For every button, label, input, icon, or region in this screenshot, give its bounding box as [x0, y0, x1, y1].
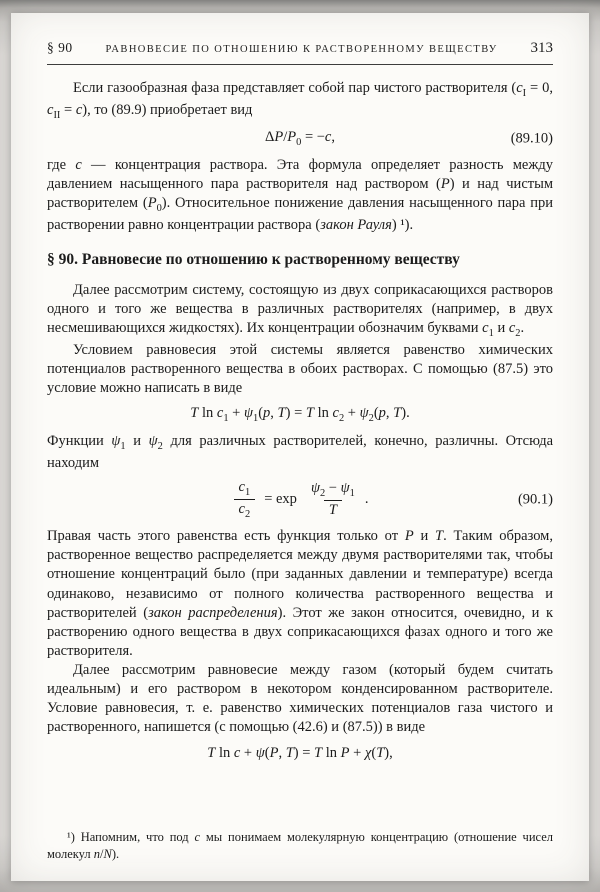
- equation-potentials-body: T $\ln c_1 + \psi_1(p$, T) = T $\ln c_2 + \psi_2(p$, T).: [190, 405, 410, 425]
- footnote-body: Напомним, что под c мы понимаем молекулярную концентрацию (отношение чисел молекул n/N).: [47, 829, 554, 861]
- book-page: [11, 13, 589, 881]
- fraction-numerator: $c_1$: [238, 478, 251, 498]
- paragraph-raoult-intro: Если газообразная фаза представляет собой пар чистого растворителя ($c_I = 0$, $c_{II} = c$), то (89.9) приобретает вид: [47, 80, 553, 121]
- equation-gas: [47, 744, 553, 763]
- running-head-title: РАВНОВЕСИЕ ПО ОТНОШЕНИЮ К РАСТВОРЕННОМУ ВЕЩЕСТВУ: [105, 44, 498, 55]
- equation-89-10-number: (89.10): [510, 130, 553, 147]
- equation-89-10: [47, 128, 553, 150]
- equation-potentials: [47, 404, 553, 426]
- paragraph-raoult-law: где c — концентрация раствора. Эта формула определяет разность между давлением насыщенного пара растворителя над раствором (P) и над чистым растворителем $(P_0)$. Относительное понижение давления насыщенного пара при растворении равно концентрации раствора (закон Рауля) ¹).: [47, 156, 554, 233]
- paragraph-distribution-law: Правая часть этого равенства есть функция только от P и T. Таким образом, растворенное вещество распределяется между двумя растворителями так, чтобы отношение концентраций было (при заданных давлении и температуре) всегда одинаково, независимо от полного количества растворенного вещества и растворителей (закон распределения). Этот же закон относится, очевидно, и к растворению одного вещества в двух соприкасающихся фазах одного и того же растворителя.: [47, 528, 554, 659]
- footnote-marker: ¹): [67, 829, 75, 844]
- running-head-page-number: 313: [530, 40, 553, 56]
- equation-90-1-number: (90.1): [517, 491, 553, 508]
- paragraph-two-solvents: Далее рассмотрим систему, состоящую из двух соприкасающихся растворов одного и того же вещества в различных растворителях (например, в двух несмешивающихся жидкостях). Их концентрации обозначим буквами $c_1$ и $c_2$.: [47, 282, 553, 340]
- equation-90-1: [47, 479, 553, 521]
- paragraph-functions: Функции $\psi_1$ и $\psi_2$ для различных растворителей, конечно, различны. Отсюда находим: [47, 433, 554, 471]
- equation-gas-body: T ln c + ψ(P, T) = T ln P + χ(T),: [207, 744, 393, 761]
- fraction-denominator: $c_2$: [234, 499, 256, 521]
- fraction-denominator: T: [324, 500, 342, 519]
- running-head: [47, 40, 553, 65]
- fraction-concentrations: [234, 479, 256, 521]
- equation-operator: = exp: [264, 491, 297, 508]
- section-heading: § 90. Равновесие по отношению к растворенному веществу: [47, 251, 460, 268]
- paragraph-gas-solution: Далее рассмотрим равновесие между газом (который будем считать идеальным) и его раствором в некотором конденсированном растворителе. Условие равновесия, т. е. равенство химических потенциалов газа чистого и растворенного, напишется (с помощью (42.6) и (87.5)) в виде: [47, 662, 553, 736]
- fraction-potentials: [306, 480, 360, 519]
- fraction-numerator: $\psi_2 - \psi_1$: [310, 480, 355, 500]
- footnote: [47, 819, 553, 864]
- equation-89-10-body: $\Delta P/P_0 = -c$,: [265, 129, 335, 149]
- equation-tail: .: [364, 491, 369, 508]
- footnote-text: [47, 829, 553, 864]
- running-head-section: § 90: [47, 40, 73, 55]
- page-body: [47, 79, 553, 769]
- paragraph-equilibrium-condition: Условием равновесия этой системы является равенство химических потенциалов растворенного вещества в обоих растворах. С помощью (87.5) это условие можно написать в виде: [47, 342, 553, 397]
